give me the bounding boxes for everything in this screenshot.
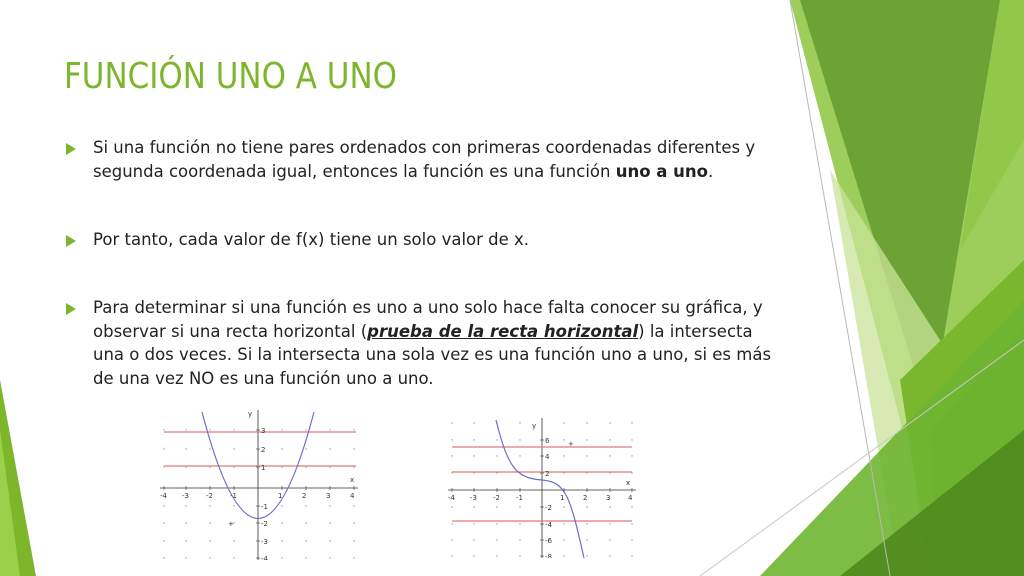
grid-dot [473,539,474,540]
grid-dot [329,505,330,506]
grid-dot [496,555,497,556]
x-tick-label: 2 [302,492,307,500]
x-tick-label: 4 [350,492,355,500]
grid-dot [631,523,632,524]
grid-dot [496,523,497,524]
grid-dot [609,555,610,556]
bullet-3-text: Para determinar si una función es uno a uno solo hace falta conocer su gráfica, y observar si una recta horizontal ( [93,298,763,341]
grid-dot [451,555,452,556]
plus-mark: + [228,520,234,528]
grid-dot [233,540,234,541]
y-tick-label: -8 [545,553,552,558]
grid-dot [519,555,520,556]
bullet-1-text: Si una función no tiene pares ordenados con primeras coordenadas diferentes y segunda coordenada igual, entonces la función es una función [93,138,756,181]
grid-dot [233,505,234,506]
grid-dot [305,429,306,430]
x-tick-label: -1 [230,492,237,500]
y-tick-label: -1 [261,503,268,511]
x-tick-label: 3 [606,494,611,502]
grid-dot [473,439,474,440]
bullet-1-end: . [707,161,714,181]
grid-dot [353,505,354,506]
y-tick-label: -4 [545,521,552,529]
x-tick-label: -3 [182,492,189,500]
grid-dot [563,422,564,423]
y-axis-label: y [248,410,253,418]
bullet-arrow-icon [66,143,76,155]
grid-dot [451,523,452,524]
grid-dot [163,429,164,430]
bullet-arrow-icon [66,235,76,247]
grid-dot [281,540,282,541]
grid-dot [451,455,452,456]
grid-dot [209,540,210,541]
grid-dot [519,455,520,456]
bullet-arrow-icon [66,303,76,315]
bullet-1-bold: uno a uno [615,161,708,181]
grid-dot [185,557,186,558]
y-tick-label: -4 [261,555,268,560]
grid-dot [496,539,497,540]
grid-dot [209,448,210,449]
y-tick-label: 4 [545,453,550,461]
grid-dot [209,505,210,506]
grid-dot [563,539,564,540]
grid-dot [163,557,164,558]
grid-dot [281,448,282,449]
grid-dot [631,555,632,556]
grid-dot [305,448,306,449]
y-tick-label: 6 [545,437,550,445]
grid-dot [353,540,354,541]
grid-dot [451,539,452,540]
y-tick-label: -2 [545,504,552,512]
grid-dot [233,448,234,449]
grid-dot [329,522,330,523]
grid-dot [519,539,520,540]
grid-dot [163,505,164,506]
grid-dot [496,506,497,507]
grid-dot [329,429,330,430]
grid-dot [451,506,452,507]
grid-dot [609,455,610,456]
grid-dot [586,555,587,556]
cubic-graph-svg [448,418,636,558]
grid-dot [281,505,282,506]
grid-dot [185,429,186,430]
grid-dot [586,506,587,507]
grid-dot [609,506,610,507]
grid-dot [281,522,282,523]
x-axis-label: x [350,476,355,484]
grid-dot [281,557,282,558]
x-tick-label: 4 [628,494,633,502]
grid-dot [163,522,164,523]
grid-dot [609,422,610,423]
bullet-3-emphasis: prueba de la recta horizontal [367,321,639,341]
grid-dot [609,539,610,540]
grid-dot [519,439,520,440]
grid-dot [631,455,632,456]
grid-dot [563,455,564,456]
grid-dot [185,448,186,449]
x-tick-label: 3 [326,492,331,500]
grid-dot [329,557,330,558]
grid-dot [305,522,306,523]
grid-dot [586,523,587,524]
grid-dot [563,506,564,507]
grid-dot [353,522,354,523]
x-tick-label: -1 [516,494,523,502]
x-tick-label: 1 [560,494,565,502]
y-tick-label: -3 [261,538,268,546]
grid-dot [609,523,610,524]
grid-dot [163,448,164,449]
grid-dot [305,505,306,506]
grid-dot [353,557,354,558]
parabola-graph-svg [160,410,358,560]
y-tick-label: -6 [545,537,552,545]
grid-dot [586,455,587,456]
grid-dot [305,540,306,541]
grid-dot [631,506,632,507]
grid-dot [631,539,632,540]
grid-dot [451,422,452,423]
parabola-graph [160,410,358,560]
grid-dot [563,523,564,524]
plus-mark: + [568,440,574,448]
x-tick-label: -2 [493,494,500,502]
grid-dot [353,448,354,449]
slide-title: FUNCIÓN UNO A UNO [64,56,397,97]
y-tick-label: 2 [261,446,266,454]
cubic-graph [448,418,636,558]
grid-dot [209,429,210,430]
x-tick-label: -2 [206,492,213,500]
grid-dot [586,539,587,540]
grid-dot [519,422,520,423]
grid-dot [519,523,520,524]
grid-dot [473,422,474,423]
x-tick-label: 2 [583,494,588,502]
grid-dot [233,429,234,430]
bullet-3-end: ) la intersecta una o dos veces. Si la intersecta una sola vez es una función uno a uno, si es más de una vez NO es una función uno a uno. [93,321,772,388]
grid-dot [473,455,474,456]
grid-dot [496,455,497,456]
grid-dot [563,439,564,440]
y-tick-label: 2 [545,470,550,478]
bullet-item-2 [66,228,529,252]
x-tick-label: -4 [448,494,455,502]
grid-dot [209,522,210,523]
x-axis-label: x [626,479,631,487]
grid-dot [473,523,474,524]
grid-dot [329,540,330,541]
grid-dot [496,439,497,440]
y-tick-label: -2 [261,520,268,528]
grid-dot [519,506,520,507]
x-tick-label: -4 [160,492,167,500]
bullet-2-text: Por tanto, cada valor de f(x) tiene un solo valor de x. [93,230,530,249]
y-tick-label: 1 [261,464,266,472]
grid-dot [329,448,330,449]
grid-dot [563,555,564,556]
grid-dot [185,505,186,506]
grid-dot [305,557,306,558]
grid-dot [185,522,186,523]
y-tick-label: 3 [261,427,266,435]
grid-dot [631,439,632,440]
grid-dot [473,555,474,556]
x-tick-label: -3 [470,494,477,502]
grid-dot [185,540,186,541]
grid-dot [451,439,452,440]
x-tick-label: 1 [278,492,283,500]
grid-dot [473,506,474,507]
grid-dot [163,540,164,541]
grid-dot [209,557,210,558]
grid-dot [609,439,610,440]
bullet-item-1 [66,136,776,183]
grid-dot [631,422,632,423]
grid-dot [353,429,354,430]
grid-dot [233,557,234,558]
grid-dot [586,422,587,423]
grid-dot [281,429,282,430]
grid-dot [586,439,587,440]
y-axis-label: y [532,422,537,430]
bullet-item-3 [66,296,776,390]
